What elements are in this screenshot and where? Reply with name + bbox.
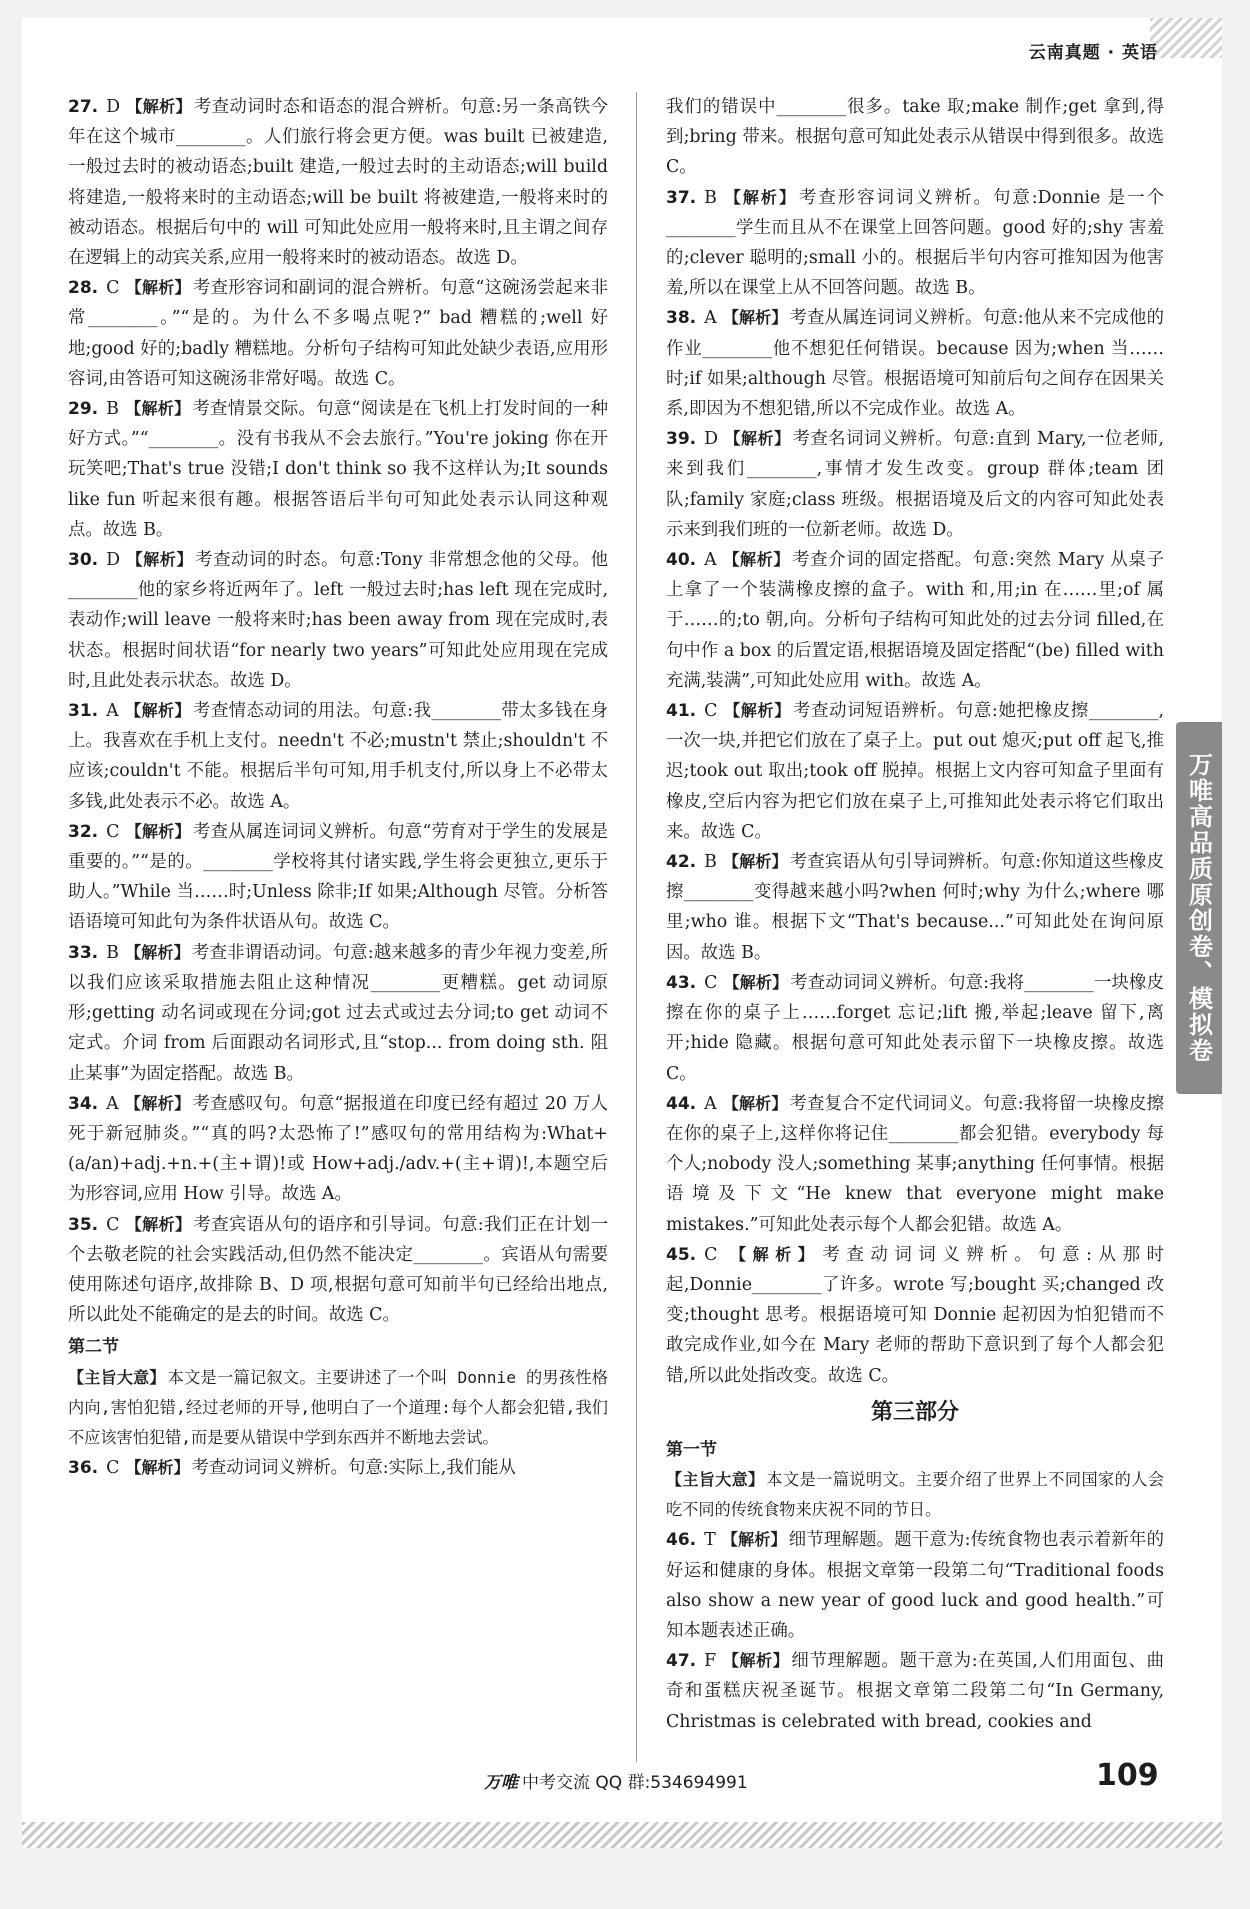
question-number: 45.	[666, 1244, 697, 1265]
analysis-text: 考查形容词词义辨析。句意:Donnie 是一个________学生而且从不在课堂上回答问题。good 好的;shy 害羞的;clever 聪明的;small 小的。根据后半句内容可推知因为他害羞,所以在课堂上从不回答问题。故选 B。	[666, 187, 1164, 299]
analysis-tag: 【解析】	[723, 972, 789, 992]
answer-entry	[68, 92, 608, 273]
analysis-tag: 【解析】	[724, 429, 791, 449]
answer-letter: F	[704, 1651, 717, 1672]
analysis-text: 考查动词词义辨析。句意:从那时起,Donnie________了许多。wrote 写;bought 买;changed 改变;thought 思考。根据语境可知 Donnie 起初因为怕犯错而不敢完成作业,如今在 Mary 老师的帮助下意识到了每个人都会犯错,所以此处指改变。故选 C。	[666, 1244, 1164, 1386]
analysis-text: 细节理解题。题干意为:在英国,人们用面包、曲奇和蛋糕庆祝圣诞节。根据文章第二段第二句“In Germany, Christmas is celebrated with bread, cookies and	[666, 1651, 1164, 1732]
answer-entry	[68, 273, 608, 394]
question-number: 28.	[68, 278, 99, 299]
analysis-tag: 【解析】	[124, 701, 191, 721]
qq-group-text: 中考交流 QQ 群:534694991	[522, 1773, 748, 1793]
analysis-tag: 【解析】	[126, 550, 194, 570]
analysis-text: 考查形容词和副词的混合辨析。句意“这碗汤尝起来非常________。”“是的。为什么不多喝点呢?” bad 糟糕的;well 好地;good 好的;badly 糟糕地。分析句子结构可知此处缺少表语,应用形容词,由答语可知这碗汤非常好喝。故选 C。	[68, 278, 608, 389]
answer-entry	[68, 394, 608, 545]
answer-entry	[68, 1210, 608, 1331]
section-title: 第一节	[666, 1439, 717, 1460]
analysis-tag: 【解析】	[124, 942, 190, 962]
answer-letter: A	[106, 1093, 119, 1114]
analysis-text: 考查非谓语动词。句意:越来越多的青少年视力变差,所以我们应该采取措施去阻止这种情况________更糟糕。get 动词原形;getting 动名词或现在分词;got 过去式或过去分词;to get 动词不定式。介词 from 后面跟动名词形式,且“stop... from doing sth. 阻止某事”为固定搭配。故选 B。	[68, 942, 608, 1084]
analysis-text: 考查动词短语辨析。句意:她把橡皮擦________,一次一块,并把它们放在了桌子上。put out 熄灭;put off 起飞,推迟;took out 取出;took off 脱掉。根据上文内容可知盒子里面有橡皮,空后内容为把它们放在桌子上,可推知此处表示将它们取出来。故选 C。	[666, 701, 1164, 842]
answer-letter: B	[106, 399, 119, 420]
analysis-text: 考查动词词义辨析。句意:我将________一块橡皮擦在你的桌子上……forget 忘记;lift 搬,举起;leave 留下,离开;hide 隐藏。根据句意可知此处表示留下一块橡皮擦。故选 C。	[666, 972, 1164, 1084]
answer-entry	[666, 183, 1164, 304]
answer-letter: D	[106, 97, 121, 117]
question-number: 30.	[68, 550, 99, 571]
answer-letter: B	[704, 187, 717, 208]
answer-letter: T	[704, 1530, 716, 1551]
answer-entry	[68, 938, 608, 1089]
running-header: 云南真题 · 英语	[1028, 43, 1158, 63]
question-number: 37.	[666, 187, 697, 208]
analysis-text: 考查复合不定代词词义。句意:我将留一块橡皮擦在你的桌子上,这样你将记住________都会犯错。everybody 每个人;nobody 没人;something 某事;anything 任何事情。根据语境及下文“He knew that everyone might make mistakes.”可知此处表示每个人都会犯错。故选 A。	[666, 1093, 1164, 1235]
side-tab-label: 万唯高品质原创卷、模拟卷	[1184, 752, 1213, 1064]
answer-letter: D	[106, 550, 121, 571]
summary-tag: 【主旨大意】	[666, 1469, 765, 1489]
question-number: 36.	[68, 1458, 99, 1479]
analysis-tag: 【解析】	[723, 701, 791, 721]
answer-entry	[666, 303, 1164, 424]
answer-letter: C	[106, 278, 120, 299]
answer-entry	[666, 696, 1164, 847]
footer-contact	[484, 1768, 748, 1793]
analysis-tag: 【解析】	[722, 1093, 788, 1113]
answer-letter: C	[106, 1458, 120, 1479]
question-number: 42.	[666, 852, 697, 873]
analysis-text: 考查名词词义辨析。句意:直到 Mary,一位老师,来到我们________,事情才发生改变。group 群体;team 团队;family 家庭;class 班级。根据语境及后文的内容可知此处表示来到我们班的一位新老师。故选 D。	[666, 429, 1164, 540]
analysis-tag: 【解析】	[722, 852, 788, 872]
analysis-tag: 【解析】	[125, 821, 191, 841]
answer-entry	[666, 1089, 1164, 1240]
question-number: 46.	[666, 1530, 697, 1551]
question-number: 33.	[68, 942, 99, 963]
analysis-tag: 【解析】	[722, 308, 788, 328]
brand-logo: 万唯	[484, 1773, 518, 1793]
continued-text: 我们的错误中________很多。take 取;make 制作;get 拿到,得到;bring 带来。根据句意可知此处表示从错误中得到很多。故选 C。	[666, 97, 1164, 178]
answer-letter: A	[704, 550, 717, 571]
question-number: 34.	[68, 1093, 99, 1114]
answer-entry	[666, 968, 1164, 1089]
answer-entry	[666, 1525, 1164, 1646]
summary-paragraph	[666, 1465, 1164, 1525]
analysis-tag: 【解析】	[124, 399, 191, 419]
section-title: 第二节	[68, 1337, 119, 1358]
analysis-tag: 【解析】	[124, 1093, 191, 1113]
question-number: 31.	[68, 701, 99, 722]
side-tab	[1176, 722, 1222, 1094]
analysis-text: 考查从属连词词义辨析。句意:他从来不完成他的作业________他不想犯任何错误。because 因为;when 当……时;if 如果;although 尽管。根据语境可知前后句之间存在因果关系,即因为不想犯错,所以不完成作业。故选 A。	[666, 308, 1164, 420]
answer-letter: C	[106, 821, 120, 842]
answer-letter: C	[704, 972, 718, 993]
answer-entry	[68, 1089, 608, 1210]
analysis-tag: 【解析】	[721, 1530, 787, 1550]
answer-letter: B	[704, 852, 717, 873]
answer-letter: D	[704, 429, 719, 450]
question-number: 47.	[666, 1651, 697, 1672]
answer-entry	[68, 817, 608, 938]
answer-letter: A	[106, 701, 119, 722]
analysis-text: 考查情景交际。句意“阅读是在飞机上打发时间的一种好方式。”“________。没有书我从不会去旅行。”You're joking 你在开玩笑吧;That's true 没错;I don't think so 我不这样认为;It sounds like fun 听起来很有趣。根据答语后半句可知此处表示认同这种观点。故选 B。	[68, 399, 608, 540]
corner-stripe	[1150, 18, 1222, 58]
part-title: 第三部分	[870, 1399, 959, 1425]
right-column	[666, 92, 1164, 1737]
question-number: 35.	[68, 1214, 99, 1235]
answer-letter: A	[704, 1093, 717, 1114]
question-number: 27.	[68, 97, 99, 117]
column-divider	[636, 92, 637, 1762]
answer-letter: C	[704, 1244, 718, 1265]
analysis-text: 考查动词时态和语态的混合辨析。句意:另一条高铁今年在这个城市________。人们旅行将会更方便。was built 已被建造,一般过去时的被动语态;built 建造,一般过去时的主动语态;will build 将建造,一般将来时的主动语态;will be built 将被建造,一般将来时的被动语态。根据后句中的 will 可知此处应用一般将来时,且主谓之间存在逻辑上的动宾关系,应用一般将来时的被动语态。故选 D。	[68, 97, 608, 269]
answer-letter: C	[704, 701, 718, 722]
answer-entry	[666, 1646, 1164, 1737]
analysis-text: 考查情态动词的用法。句意:我________带太多钱在身上。我喜欢在手机上支付。needn't 不必;mustn't 禁止;shouldn't 不应该;couldn't 不能。根据后半句可知,用手机支付,所以身上不必带太多钱,此处表示不必。故选 A。	[68, 701, 608, 812]
analysis-tag: 【解析】	[722, 550, 791, 570]
page-number: 109	[1096, 1758, 1159, 1793]
question-number: 40.	[666, 550, 697, 571]
summary-text: 本文是一篇记叙文。主要讲述了一个叫 Donnie 的男孩性格内向,害怕犯错,经过老师的开导,他明白了一个道理:每个人都会犯错,我们不应该害怕犯错,而是要从错误中学到东西并不断地去尝试。	[68, 1367, 608, 1447]
analysis-tag: 【解析】	[722, 187, 797, 207]
answer-entry	[68, 545, 608, 696]
bottom-stripe	[22, 1822, 1222, 1848]
summary-tag: 【主旨大意】	[68, 1367, 166, 1387]
left-column	[68, 92, 608, 1483]
analysis-tag: 【解析】	[723, 1244, 821, 1264]
summary-text: 本文是一篇说明文。主要介绍了世界上不同国家的人会吃不同的传统食物来庆祝不同的节日。	[666, 1469, 1164, 1520]
answer-entry	[666, 1240, 1164, 1391]
answer-letter: A	[704, 308, 717, 329]
analysis-tag: 【解析】	[125, 278, 191, 298]
analysis-text: 考查动词的时态。句意:Tony 非常想念他的父母。他________他的家乡将近两年了。left 一般过去时;has left 现在完成时,表动作;will leave 一般将来时;has been away from 现在完成时,表状态。根据时间状语“for nearly two years”可知此处应用现在完成时,且此处表示状态。故选 D。	[68, 550, 608, 691]
analysis-text: 考查动词词义辨析。句意:实际上,我们能从	[191, 1458, 516, 1479]
analysis-tag: 【解析】	[125, 1458, 190, 1478]
answer-entry	[666, 847, 1164, 968]
question-number: 38.	[666, 308, 697, 329]
question-number: 39.	[666, 429, 697, 450]
analysis-text: 考查从属连词词义辨析。句意“劳育对于学生的发展是重要的。”“是的。________学校将其付诸实践,学生将会更独立,更乐于助人。”While 当……时;Unless 除非;If 如果;Although 尽管。分析答语语境可知此句为条件状语从句。故选 C。	[68, 821, 608, 933]
analysis-text: 考查宾语从句引导词辨析。句意:你知道这些橡皮擦________变得越来越小吗?when 何时;why 为什么;where 哪里;who 谁。根据下文“That's because...”可知此处在询问原因。故选 B。	[666, 852, 1164, 963]
question-number: 44.	[666, 1093, 697, 1114]
analysis-text: 考查感叹句。句意“据报道在印度已经有超过 20 万人死于新冠肺炎。”“真的吗?太恐怖了!”感叹句的常用结构为:What+(a/an)+adj.+n.+(主+谓)!或 How+adj./adv.+(主+谓)!,本题空后为形容词,应用 How 引导。故选 A。	[68, 1093, 608, 1205]
question-number: 41.	[666, 701, 697, 722]
question-number: 32.	[68, 821, 99, 842]
answer-letter: C	[106, 1214, 120, 1235]
question-number: 29.	[68, 399, 99, 420]
analysis-tag: 【解析】	[722, 1651, 790, 1671]
analysis-tag: 【解析】	[125, 1214, 192, 1234]
answer-letter: B	[106, 942, 119, 963]
analysis-text: 细节理解题。题干意为:传统食物也表示着新年的好运和健康的身体。根据文章第一段第二句“Traditional foods also show a new year of good luck and good health.”可知本题表述正确。	[666, 1530, 1164, 1641]
analysis-text: 考查介词的固定搭配。句意:突然 Mary 从桌子上拿了一个装满橡皮擦的盒子。with 和,用;in 在……里;of 属于……的;to 朝,向。分析句子结构可知此处的过去分词 filled,在句中作 a box 的后置定语,根据语境及固定搭配“(be) filled with 充满,装满”,可知此处应用 with。故选 A。	[666, 550, 1164, 691]
analysis-tag: 【解析】	[126, 97, 192, 116]
answer-entry	[666, 545, 1164, 696]
answer-entry	[666, 424, 1164, 545]
answer-entry	[68, 696, 608, 817]
question-number: 43.	[666, 972, 697, 993]
summary-paragraph	[68, 1363, 608, 1454]
answer-entry	[68, 1453, 608, 1483]
analysis-text: 考查宾语从句的语序和引导词。句意:我们正在计划一个去敬老院的社会实践活动,但仍然不能决定________。宾语从句需要使用陈述句语序,故排除 B、D 项,根据句意可知前半句已经给出地点,所以此处不能确定的是去的时间。故选 C。	[68, 1214, 608, 1326]
